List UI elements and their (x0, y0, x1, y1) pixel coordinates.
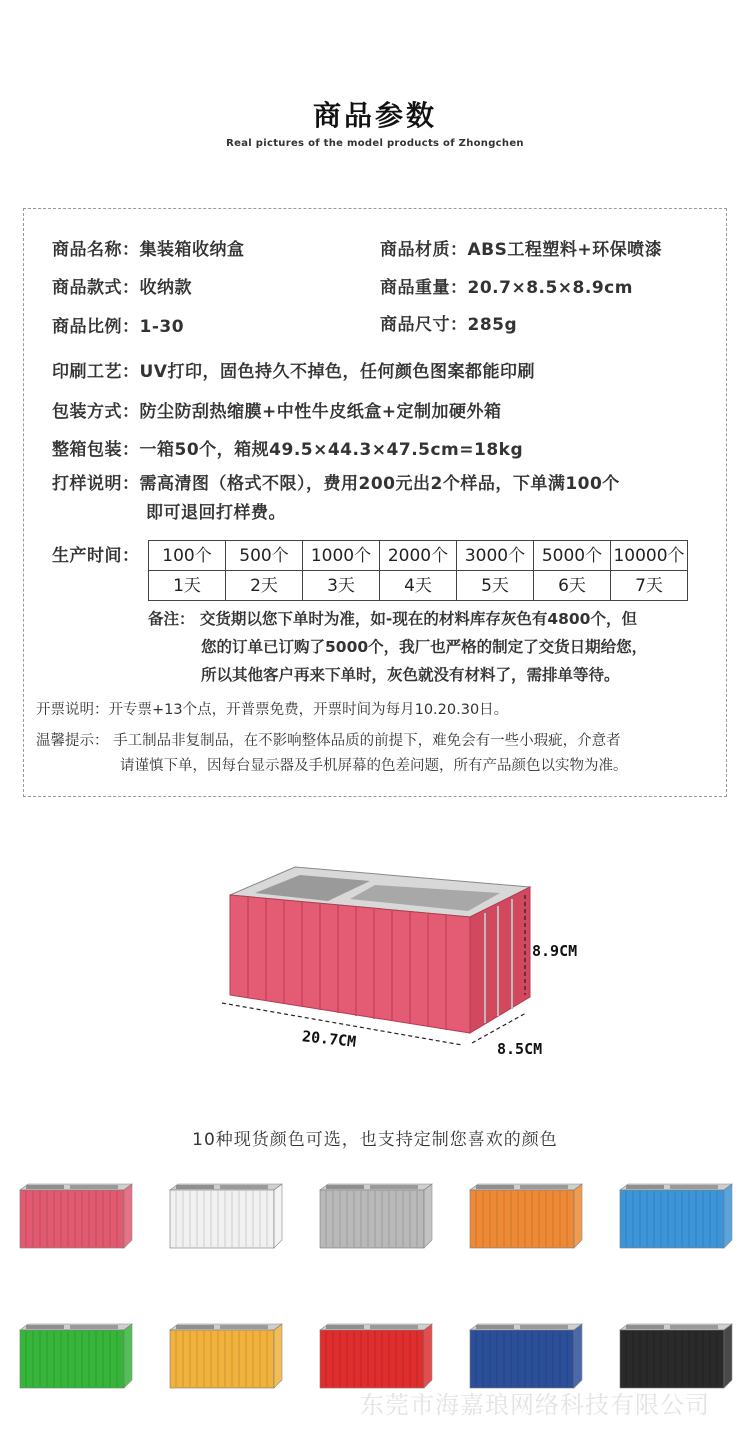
param-sample-label: 打样说明： (52, 474, 140, 494)
param-carton (52, 435, 523, 460)
param-name-value: 集装箱收纳盒 (139, 240, 245, 260)
days-cell: 4天 (380, 571, 457, 601)
production-label: 生产时间： (52, 546, 140, 566)
param-pack-value: 防尘防刮热缩膜+中性牛皮纸盒+定制加硬外箱 (139, 402, 502, 422)
company-watermark: 东莞市海嘉琅网络科技有限公司 (360, 1391, 710, 1419)
production-qty-row (149, 541, 688, 571)
days-cell: 5天 (457, 571, 534, 601)
param-weight-label: 商品重量： (380, 278, 468, 298)
qty-cell: 1000个 (303, 541, 380, 571)
dim-width-label: 8.5CM (497, 1040, 543, 1058)
param-scale (52, 312, 184, 337)
param-pack-label: 包装方式： (52, 402, 140, 422)
days-cell: 1天 (149, 571, 226, 601)
param-sample-value-1: 需高清图（格式不限），费用200元出2个样品，下单满100个 (139, 474, 620, 494)
param-carton-label: 整箱包装： (52, 440, 140, 460)
param-pack (52, 397, 502, 422)
param-name (52, 235, 245, 260)
color-swatch-container (164, 1178, 288, 1258)
page-title: 商品参数 (312, 99, 437, 132)
color-swatch-container (464, 1178, 588, 1258)
param-style (52, 273, 192, 298)
qty-cell: 5000个 (534, 541, 611, 571)
invoice-info: 开票说明：开专票+13个点，开普票免费，开票时间为每月10.20.30日。 (36, 702, 509, 718)
param-weight-value: 20.7×8.5×8.9cm (467, 278, 633, 298)
color-swatch-container (14, 1178, 138, 1258)
param-print-label: 印刷工艺： (52, 362, 140, 382)
param-material-value: ABS工程塑料+环保喷漆 (467, 240, 663, 260)
note-line-3: 所以其他客户再来下单时，灰色就没有材料了，需排单等待。 (201, 666, 620, 684)
param-print (52, 357, 535, 382)
qty-cell: 500个 (226, 541, 303, 571)
tip-line-1: 温馨提示： 手工制品非复制品，在不影响整体品质的前提下，难免会有一些小瑕疵，介意者 (36, 733, 621, 749)
color-swatch-container (614, 1178, 738, 1258)
param-sample (52, 469, 620, 494)
param-scale-value: 1-30 (139, 317, 185, 337)
param-weight (380, 273, 633, 298)
param-style-value: 收纳款 (139, 278, 192, 298)
param-size (380, 310, 517, 335)
param-material (380, 235, 662, 260)
days-cell: 2天 (226, 571, 303, 601)
dim-height-label: 8.9CM (532, 942, 578, 960)
production-days-row (149, 571, 688, 601)
colors-title: 10种现货颜色可选，也支持定制您喜欢的颜色 (192, 1130, 558, 1150)
color-swatch-container (164, 1318, 288, 1398)
param-name-label: 商品名称： (52, 240, 140, 260)
days-cell: 7天 (611, 571, 688, 601)
color-swatch-container (14, 1318, 138, 1398)
param-print-value: UV打印，固色持久不掉色，任何颜色图案都能印刷 (139, 362, 535, 382)
note-line-1: 备注： 交货期以您下单时为准，如-现在的材料库存灰色有4800个，但 (148, 610, 637, 628)
qty-cell: 3000个 (457, 541, 534, 571)
delivery-note (148, 605, 708, 689)
qty-cell: 100个 (149, 541, 226, 571)
param-sample-2 (146, 498, 286, 523)
qty-cell: 2000个 (380, 541, 457, 571)
tip-line-2: 请谨慎下单，因每台显示器及手机屏幕的色差问题，所有产品颜色以实物为准。 (120, 758, 628, 774)
color-swatch-container (314, 1178, 438, 1258)
dim-length-label: 20.7CM (301, 1027, 357, 1051)
param-style-label: 商品款式： (52, 278, 140, 298)
param-size-label: 商品尺寸： (380, 315, 468, 335)
param-size-value: 285g (467, 315, 518, 335)
container-main-image (200, 855, 560, 1065)
note-line-2: 您的订单已订购了5000个，我厂也严格的制定了交货日期给您， (201, 638, 648, 656)
qty-cell: 10000个 (611, 541, 688, 571)
days-cell: 6天 (534, 571, 611, 601)
page-subtitle: Real pictures of the model products of Zhongchen (226, 138, 524, 149)
param-carton-value: 一箱50个，箱规49.5×44.3×47.5cm=18kg (139, 440, 524, 460)
param-material-label: 商品材质： (380, 240, 468, 260)
param-sample-value-2: 即可退回打样费。 (146, 503, 286, 523)
days-cell: 3天 (303, 571, 380, 601)
production-table (148, 540, 688, 601)
param-scale-label: 商品比例： (52, 317, 140, 337)
